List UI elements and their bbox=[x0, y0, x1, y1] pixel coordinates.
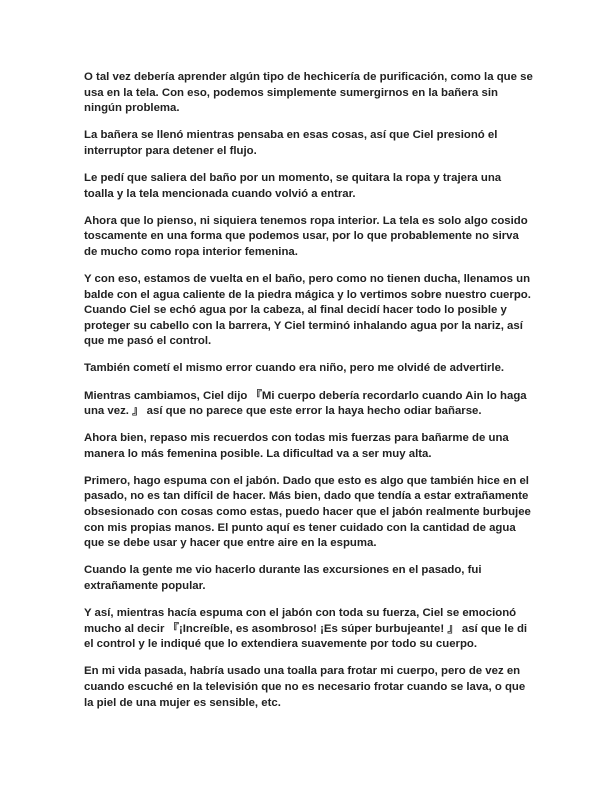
paragraph-1: O tal vez debería aprender algún tipo de hechicería de purificación, como la que se usa en la tela. Con eso, podemos simplemente sumergirnos en la bañera sin ningún problema. bbox=[84, 71, 533, 115]
paragraph-9: Primero, hago espuma con el jabón. Dado que esto es algo que también hice en el pasado, no es tan difícil de hacer. Más bien, dado que tendía a estar extrañamente obsesionado con cosas como estas, puedo hacer que el jabón realmente burbujee con mis propias manos. El punto aquí es tener cuidado con la cantidad de agua que se debe usar y hacer que entre aire en la espuma. bbox=[84, 474, 531, 550]
paragraph-7: Mientras cambiamos, Ciel dijo 『Mi cuerpo debería recordarlo cuando Ain lo haga una vez. 』 así que no parece que este error la haya hecho odiar bañarse. bbox=[84, 389, 527, 418]
paragraph-4: Ahora que lo pienso, ni siquiera tenemos ropa interior. La tela es solo algo cosido toscamente en una forma que podemos usar, por lo que probablemente no sirva de mucho como ropa interior femenina. bbox=[84, 214, 528, 258]
paragraph-5: Y con eso, estamos de vuelta en el baño, pero como no tienen ducha, llenamos un balde con el agua caliente de la piedra mágica y lo vertimos sobre nuestro cuerpo. Cuando Ciel se echó agua por la cabeza, al final decidí hacer todo lo posible y proteger su cabello con la barrera, Y Ciel terminó inhalando agua por la nariz, así que me pasó el control. bbox=[84, 272, 531, 348]
paragraph-11: Y así, mientras hacía espuma con el jabón con toda su fuerza, Ciel se emocionó mucho al decir 『¡Increíble, es asombroso! ¡Es súper burbujeante! 』 así que le di el control y le indiqué que lo extendiera suavemente por todo su cuerpo. bbox=[84, 607, 528, 651]
paragraph-10: Cuando la gente me vio hacerlo durante las excursiones en el pasado, fui extrañamente popular. bbox=[84, 564, 482, 592]
paragraph-12: En mi vida pasada, habría usado una toalla para frotar mi cuerpo, pero de vez en cuando escuché en la televisión que no es necesario frotar cuando se lava, o que la piel de una mujer es sensible, etc. bbox=[84, 665, 526, 709]
paragraph-3: Le pedí que saliera del baño por un momento, se quitara la ropa y trajera una toalla y la tela mencionada cuando volvió a entrar. bbox=[84, 171, 502, 200]
paragraph-6: También cometí el mismo error cuando era niño, pero me olvidé de advertirle. bbox=[84, 362, 505, 375]
paragraph-8: Ahora bien, repaso mis recuerdos con todas mis fuerzas para bañarme de una manera lo más femenina posible. La dificultad va a ser muy alta. bbox=[84, 432, 509, 460]
document-page bbox=[84, 70, 534, 723]
paragraph-2: La bañera se llenó mientras pensaba en esas cosas, así que Ciel presionó el interruptor para detener el flujo. bbox=[84, 129, 498, 157]
